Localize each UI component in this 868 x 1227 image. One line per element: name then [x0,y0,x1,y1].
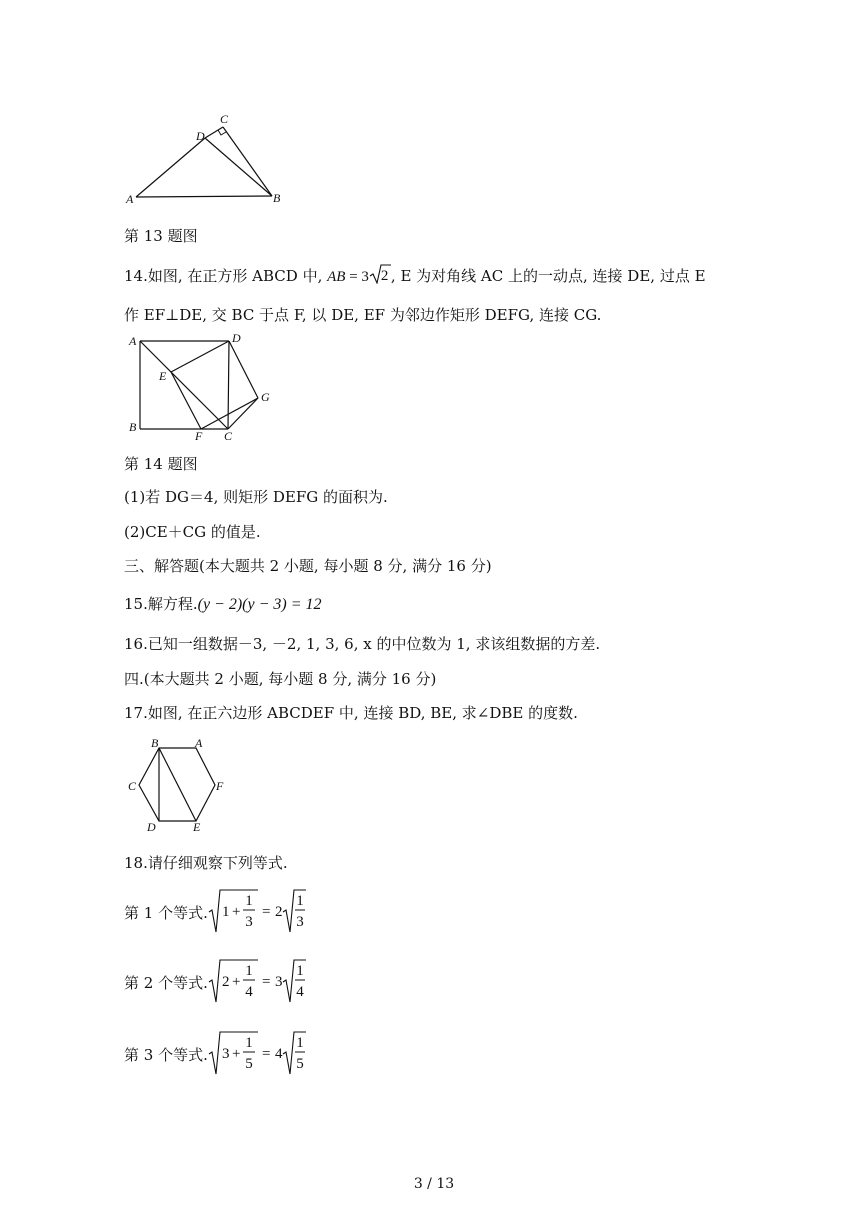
segment-db [205,138,272,196]
side-dc [228,341,229,429]
page-number: 3 / 13 [413,1176,455,1192]
segment-fg [201,398,258,429]
q14-ab-eq: = 3 [345,269,369,285]
q15-prefix: 15.解方程. [124,595,198,613]
label-d: D [147,820,156,834]
q18-intro: 18.请仔细观察下列等式. [124,854,288,872]
label-b: B [151,736,159,750]
right-angle-mark [218,130,226,135]
segment-cb [223,127,272,196]
equation-label: 第 1 个等式. [124,904,208,922]
q14-sub-question-1: (1)若 DG＝4, 则矩形 DEFG 的面积为. [124,488,388,506]
equation-label: 第 3 个等式. [124,1046,208,1064]
q14-sub-question-2: (2)CE＋CG 的值是. [124,523,261,541]
q13-figure-caption: 第 13 题图 [124,227,198,245]
q14-intro-rest: , E 为对角线 AC 上的一动点, 连接 DE, 过点 E [390,267,706,285]
q17-hexagon-figure [122,734,234,838]
radicand-integer: 2 [222,974,230,990]
coefficient: 3 [275,974,283,990]
fraction-numerator: 1 [245,963,253,979]
equals-sign: = [262,1046,271,1062]
diagonal-ac [140,341,228,429]
q17: 17.如图, 在正六边形 ABCDEF 中, 连接 BD, BE, 求∠DBE 的度数. [124,704,578,722]
coefficient: 4 [275,1046,283,1062]
q14-line-1 [124,266,706,287]
plus-sign: + [232,974,241,990]
fraction-denominator: 3 [245,914,253,930]
equation-label: 第 2 个等式. [124,974,208,992]
label-d: D [196,129,205,143]
segment-ad [136,138,205,197]
radicand-integer: 1 [222,904,230,920]
segment-cg [228,398,258,429]
right-fraction-denominator: 5 [296,1056,304,1072]
fraction-numerator: 1 [245,893,253,909]
fraction-numerator: 1 [245,1035,253,1051]
section-3-heading: 三、解答题(本大题共 2 小题, 每小题 8 分, 满分 16 分) [124,557,492,575]
right-fraction-numerator: 1 [296,893,304,909]
fraction-denominator: 4 [245,984,253,1000]
right-fraction-numerator: 1 [296,963,304,979]
label-b: B [129,420,137,434]
q13-triangle-figure [122,110,292,210]
right-fraction-denominator: 3 [296,914,304,930]
segment-ef [171,372,201,429]
equals-sign: = [262,904,271,920]
q16: 16.已知一组数据－3, －2, 1, 3, 6, x 的中位数为 1, 求该组数据的方差. [124,635,601,653]
q15 [124,594,322,615]
fraction-denominator: 5 [245,1056,253,1072]
segment-dg [229,341,258,398]
equals-sign: = [262,974,271,990]
q15-equation: (y − 2)(y − 3) = 12 [197,596,322,613]
coefficient: 2 [275,904,283,920]
segment-be [159,748,196,821]
radical-equation [208,1030,308,1076]
label-g: G [261,390,270,404]
plus-sign: + [232,904,241,920]
q14-sqrt-icon [369,266,391,286]
right-fraction-numerator: 1 [296,1035,304,1051]
label-c: C [224,429,233,443]
q14-figure-caption: 第 14 题图 [124,455,198,473]
label-c: C [220,112,229,126]
label-c: C [128,779,137,793]
label-b: B [273,191,281,205]
segment-de [171,341,229,372]
label-e: E [193,820,201,834]
right-fraction-denominator: 4 [296,984,304,1000]
segment-dc [205,127,223,138]
label-f: F [216,779,224,793]
label-e: E [159,369,167,383]
q14-square-figure [122,330,282,446]
label-d: D [232,331,241,345]
q14-ab: AB [327,269,346,285]
radical-equation [208,888,308,934]
radicand-integer: 3 [222,1046,230,1062]
radical-equation [208,958,308,1004]
q14-intro: 14.如图, 在正方形 ABCD 中, [124,267,328,285]
label-a: A [126,192,134,206]
plus-sign: + [232,1046,241,1062]
label-a: A [195,736,203,750]
label-a: A [129,334,137,348]
segment-ab [136,196,272,197]
q14-line-2: 作 EF⊥DE, 交 BC 于点 F, 以 DE, EF 为邻边作矩形 DEFG, 连接 CG. [124,306,602,324]
q14-radicand: 2 [380,268,389,284]
label-f: F [195,429,203,443]
section-4-heading: 四.(本大题共 2 小题, 每小题 8 分, 满分 16 分) [124,670,437,688]
